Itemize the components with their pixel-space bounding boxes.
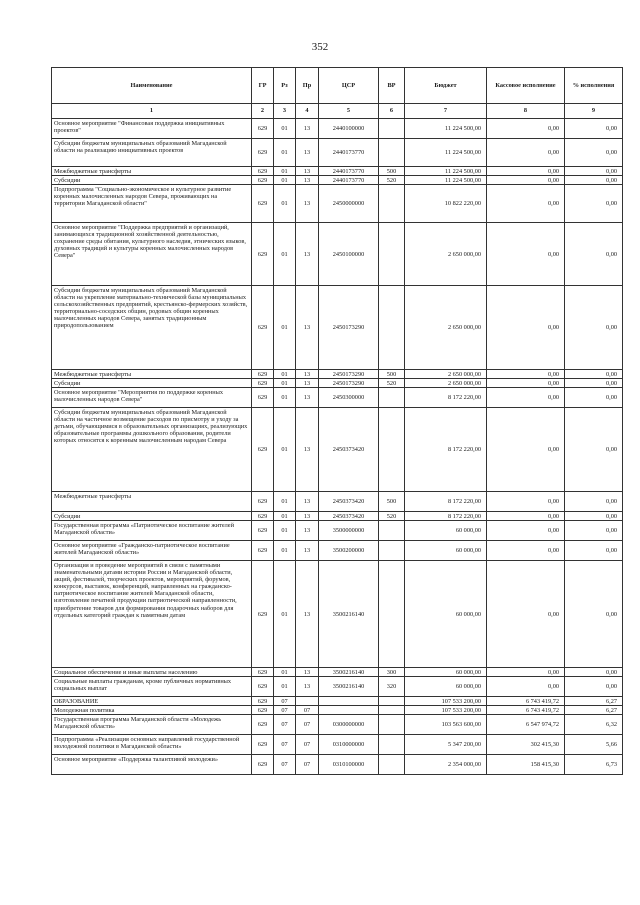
row-gr: 629 xyxy=(252,697,274,706)
row-rz: 01 xyxy=(274,408,296,492)
row-rz: 01 xyxy=(274,561,296,668)
row-rz: 07 xyxy=(274,715,296,735)
row-gr: 629 xyxy=(252,512,274,521)
row-gr: 629 xyxy=(252,735,274,755)
row-kassa: 0,00 xyxy=(487,512,565,521)
budget-table xyxy=(51,67,623,775)
row-name: Основное мероприятие "Финансовая поддержка инициативных проектов" xyxy=(52,119,252,139)
row-vr: 500 xyxy=(379,492,405,512)
row-csr: 2450000000 xyxy=(319,185,379,223)
row-kassa: 0,00 xyxy=(487,521,565,541)
row-rz: 01 xyxy=(274,167,296,176)
row-name: Государственная программа «Патриотическое воспитание жителей Магаданской области» xyxy=(52,521,252,541)
row-vr xyxy=(379,408,405,492)
row-csr: 2450173290 xyxy=(319,370,379,379)
row-csr: 3500216140 xyxy=(319,668,379,677)
row-budget: 11 224 500,00 xyxy=(405,176,487,185)
row-vr: 520 xyxy=(379,176,405,185)
row-kassa: 0,00 xyxy=(487,286,565,370)
row-name: Социальные выплаты гражданам, кроме публичных нормативных социальных выплат xyxy=(52,677,252,697)
row-pr: 13 xyxy=(296,408,319,492)
row-pr: 07 xyxy=(296,735,319,755)
header-csr: ЦСР xyxy=(319,68,379,104)
colnum: 5 xyxy=(319,104,379,119)
row-pr: 13 xyxy=(296,388,319,408)
row-csr: 3500000000 xyxy=(319,521,379,541)
row-kassa: 0,00 xyxy=(487,223,565,286)
row-kassa: 0,00 xyxy=(487,370,565,379)
colnum: 3 xyxy=(274,104,296,119)
table-row xyxy=(52,167,623,176)
row-budget: 8 172 220,00 xyxy=(405,388,487,408)
row-budget: 2 650 000,00 xyxy=(405,223,487,286)
row-vr xyxy=(379,119,405,139)
column-number-row xyxy=(52,104,623,119)
row-rz: 01 xyxy=(274,492,296,512)
row-kassa: 158 415,30 xyxy=(487,755,565,775)
row-budget: 8 172 220,00 xyxy=(405,492,487,512)
row-pct: 6,27 xyxy=(565,706,623,715)
table-header-row xyxy=(52,68,623,104)
row-rz: 01 xyxy=(274,286,296,370)
row-csr: 2450173290 xyxy=(319,379,379,388)
table-row xyxy=(52,379,623,388)
header-pct: % исполнения xyxy=(565,68,623,104)
row-gr: 629 xyxy=(252,541,274,561)
table-row xyxy=(52,119,623,139)
row-budget: 2 650 000,00 xyxy=(405,370,487,379)
row-csr: 3500216140 xyxy=(319,561,379,668)
table-row xyxy=(52,286,623,370)
row-rz: 07 xyxy=(274,697,296,706)
row-csr xyxy=(319,706,379,715)
row-pct: 0,00 xyxy=(565,668,623,677)
row-kassa: 0,00 xyxy=(487,388,565,408)
row-pr: 13 xyxy=(296,370,319,379)
row-pct: 0,00 xyxy=(565,492,623,512)
row-kassa: 0,00 xyxy=(487,408,565,492)
row-vr xyxy=(379,697,405,706)
row-budget: 60 000,00 xyxy=(405,541,487,561)
row-csr: 2440100000 xyxy=(319,119,379,139)
row-kassa: 0,00 xyxy=(487,541,565,561)
row-pr: 13 xyxy=(296,379,319,388)
row-rz: 07 xyxy=(274,755,296,775)
header-kassa: Кассовое исполнение xyxy=(487,68,565,104)
row-gr: 629 xyxy=(252,119,274,139)
row-name: Межбюджетные трансферты xyxy=(52,492,252,512)
row-budget: 8 172 220,00 xyxy=(405,512,487,521)
row-pr: 13 xyxy=(296,139,319,167)
row-csr xyxy=(319,697,379,706)
table-row xyxy=(52,697,623,706)
row-name: Основное мероприятие «Гражданско-патриотическое воспитание жителей Магаданской области» xyxy=(52,541,252,561)
row-pr: 13 xyxy=(296,167,319,176)
row-pct: 0,00 xyxy=(565,139,623,167)
row-pct: 0,00 xyxy=(565,176,623,185)
row-budget: 2 650 000,00 xyxy=(405,379,487,388)
row-pct: 0,00 xyxy=(565,388,623,408)
row-budget: 60 000,00 xyxy=(405,561,487,668)
table-row xyxy=(52,388,623,408)
row-pr: 13 xyxy=(296,512,319,521)
row-rz: 07 xyxy=(274,735,296,755)
table-row xyxy=(52,755,623,775)
row-pct: 0,00 xyxy=(565,379,623,388)
row-pct: 5,66 xyxy=(565,735,623,755)
row-gr: 629 xyxy=(252,755,274,775)
row-gr: 629 xyxy=(252,176,274,185)
row-name: Основное мероприятие "Поддержка предприятий и организаций, занимающихся традиционной хозяйственной деятельностью, сохранение среды обитания, культурного наследия, этнических языков, духовных традиций и культуры коренных малочисленных народов Севера" xyxy=(52,223,252,286)
row-pr: 13 xyxy=(296,677,319,697)
row-vr: 500 xyxy=(379,370,405,379)
row-vr xyxy=(379,715,405,735)
colnum: 8 xyxy=(487,104,565,119)
header-gr: ГР xyxy=(252,68,274,104)
row-rz: 01 xyxy=(274,388,296,408)
row-name: ОБРАЗОВАНИЕ xyxy=(52,697,252,706)
row-gr: 629 xyxy=(252,408,274,492)
row-name: Межбюджетные трансферты xyxy=(52,370,252,379)
row-gr: 629 xyxy=(252,561,274,668)
row-gr: 629 xyxy=(252,286,274,370)
row-name: Молодежная политика xyxy=(52,706,252,715)
row-vr: 320 xyxy=(379,677,405,697)
row-name: Государственная программа Магаданской области «Молодежь Магаданской области» xyxy=(52,715,252,735)
table-row xyxy=(52,139,623,167)
row-csr: 2450373420 xyxy=(319,492,379,512)
row-name: Организация и проведение мероприятий в связи с памятными знаменательными датами истории России и Магаданской области, акций, фестивалей, творческих проектов, мероприятий, форумов, конкурсов, выставок, конференций, направленных на гражданско-патриотическое воспитание жителей Магаданской области, изготовление печатной продукции патриотической направленности, приобретение товаров для формирования подарочных наборов для отдельных категорий граждан к памятным датам xyxy=(52,561,252,668)
row-kassa: 6 743 419,72 xyxy=(487,706,565,715)
row-csr: 3500200000 xyxy=(319,541,379,561)
row-vr xyxy=(379,755,405,775)
row-csr: 2440173770 xyxy=(319,167,379,176)
row-gr: 629 xyxy=(252,185,274,223)
row-pct: 0,00 xyxy=(565,286,623,370)
row-kassa: 302 415,30 xyxy=(487,735,565,755)
row-rz: 01 xyxy=(274,119,296,139)
row-rz: 01 xyxy=(274,139,296,167)
table-row xyxy=(52,735,623,755)
row-pr: 13 xyxy=(296,541,319,561)
header-name: Наименование xyxy=(52,68,252,104)
row-budget: 10 822 220,00 xyxy=(405,185,487,223)
row-csr: 3500216140 xyxy=(319,677,379,697)
row-gr: 629 xyxy=(252,715,274,735)
row-pr: 13 xyxy=(296,176,319,185)
row-vr xyxy=(379,735,405,755)
table-row xyxy=(52,668,623,677)
row-pct: 0,00 xyxy=(565,561,623,668)
row-pr: 13 xyxy=(296,561,319,668)
table-row xyxy=(52,185,623,223)
row-gr: 629 xyxy=(252,706,274,715)
row-csr: 0310000000 xyxy=(319,735,379,755)
row-rz: 01 xyxy=(274,370,296,379)
row-kassa: 0,00 xyxy=(487,561,565,668)
row-name: Основное мероприятие «Поддержка талантливой молодежи» xyxy=(52,755,252,775)
row-kassa: 0,00 xyxy=(487,176,565,185)
row-name: Подпрограмма «Реализация основных направлений государственной молодежной политики в Магаданской области» xyxy=(52,735,252,755)
row-pr xyxy=(296,697,319,706)
row-name: Подпрограмма "Социально-экономическое и культурное развитие коренных малочисленных народов Севера, проживающих на территории Магаданской области" xyxy=(52,185,252,223)
row-name: Межбюджетные трансферты xyxy=(52,167,252,176)
row-gr: 629 xyxy=(252,223,274,286)
row-name: Субсидии xyxy=(52,379,252,388)
row-vr: 520 xyxy=(379,512,405,521)
row-pr: 13 xyxy=(296,521,319,541)
row-kassa: 0,00 xyxy=(487,379,565,388)
row-name: Субсидии xyxy=(52,176,252,185)
row-csr: 2450300000 xyxy=(319,388,379,408)
row-budget: 11 224 500,00 xyxy=(405,119,487,139)
header-budget: Бюджет xyxy=(405,68,487,104)
row-kassa: 0,00 xyxy=(487,185,565,223)
row-name: Субсидии бюджетам муниципальных образований Магаданской области на реализацию инициативных проектов xyxy=(52,139,252,167)
row-pr: 13 xyxy=(296,223,319,286)
row-budget: 11 224 500,00 xyxy=(405,139,487,167)
table-row xyxy=(52,512,623,521)
row-pct: 0,00 xyxy=(565,677,623,697)
row-pct: 6,32 xyxy=(565,715,623,735)
row-rz: 01 xyxy=(274,379,296,388)
row-budget: 11 224 500,00 xyxy=(405,167,487,176)
table-row xyxy=(52,715,623,735)
row-vr xyxy=(379,541,405,561)
row-gr: 629 xyxy=(252,388,274,408)
colnum: 7 xyxy=(405,104,487,119)
row-kassa: 0,00 xyxy=(487,119,565,139)
row-vr xyxy=(379,286,405,370)
row-name: Социальное обеспечение и иные выплаты населению xyxy=(52,668,252,677)
row-pr: 13 xyxy=(296,492,319,512)
row-vr xyxy=(379,139,405,167)
colnum: 9 xyxy=(565,104,623,119)
row-pct: 0,00 xyxy=(565,521,623,541)
row-rz: 01 xyxy=(274,176,296,185)
row-gr: 629 xyxy=(252,677,274,697)
row-pr: 13 xyxy=(296,668,319,677)
table-row xyxy=(52,223,623,286)
row-pct: 0,00 xyxy=(565,185,623,223)
row-budget: 103 563 600,00 xyxy=(405,715,487,735)
row-gr: 629 xyxy=(252,492,274,512)
row-name: Субсидии бюджетам муниципальных образований Магаданской области на частичное возмещение расходов по присмотру и уходу за детьми, обучающимися в образовательных организациях, реализующих образовательные программы дошкольного образования, родители которых относятся к коренным малочисленным народам Севера xyxy=(52,408,252,492)
row-csr: 0300000000 xyxy=(319,715,379,735)
row-gr: 629 xyxy=(252,139,274,167)
row-budget: 8 172 220,00 xyxy=(405,408,487,492)
row-pct: 6,27 xyxy=(565,697,623,706)
colnum: 4 xyxy=(296,104,319,119)
row-vr xyxy=(379,185,405,223)
row-pct: 0,00 xyxy=(565,370,623,379)
table-row xyxy=(52,561,623,668)
row-vr xyxy=(379,388,405,408)
row-budget: 107 533 200,00 xyxy=(405,706,487,715)
table-row xyxy=(52,408,623,492)
row-rz: 01 xyxy=(274,223,296,286)
colnum: 2 xyxy=(252,104,274,119)
row-kassa: 0,00 xyxy=(487,492,565,512)
row-gr: 629 xyxy=(252,167,274,176)
row-gr: 629 xyxy=(252,370,274,379)
table-row xyxy=(52,370,623,379)
row-csr: 2450100000 xyxy=(319,223,379,286)
row-pr: 07 xyxy=(296,706,319,715)
header-vr: ВР xyxy=(379,68,405,104)
row-rz: 01 xyxy=(274,677,296,697)
row-pct: 0,00 xyxy=(565,408,623,492)
header-rz: Рз xyxy=(274,68,296,104)
row-kassa: 0,00 xyxy=(487,677,565,697)
row-pct: 0,00 xyxy=(565,541,623,561)
row-vr xyxy=(379,521,405,541)
table-row xyxy=(52,521,623,541)
row-kassa: 0,00 xyxy=(487,668,565,677)
row-rz: 01 xyxy=(274,541,296,561)
row-rz: 01 xyxy=(274,521,296,541)
row-gr: 629 xyxy=(252,379,274,388)
row-kassa: 0,00 xyxy=(487,167,565,176)
row-budget: 107 533 200,00 xyxy=(405,697,487,706)
row-budget: 2 354 000,00 xyxy=(405,755,487,775)
row-pct: 0,00 xyxy=(565,167,623,176)
row-rz: 01 xyxy=(274,668,296,677)
row-name: Субсидии бюджетам муниципальных образований Магаданской области на укрепление материально-технической базы муниципальных сельскохозяйственных предприятий, крестьянско-фермерских хозяйств, территориально-соседских общин, родовых общин коренных малочисленных народов Севера, занятых традиционным природопользованием xyxy=(52,286,252,370)
row-gr: 629 xyxy=(252,521,274,541)
row-rz: 01 xyxy=(274,512,296,521)
row-pr: 13 xyxy=(296,119,319,139)
header-pr: Пр xyxy=(296,68,319,104)
row-kassa: 6 743 419,72 xyxy=(487,697,565,706)
row-budget: 60 000,00 xyxy=(405,521,487,541)
row-name: Субсидии xyxy=(52,512,252,521)
row-name: Основное мероприятие "Мероприятия по поддержке коренных малочисленных народов Севера" xyxy=(52,388,252,408)
table-row xyxy=(52,492,623,512)
row-rz: 01 xyxy=(274,185,296,223)
row-pct: 6,73 xyxy=(565,755,623,775)
row-csr: 2440173770 xyxy=(319,139,379,167)
row-pct: 0,00 xyxy=(565,119,623,139)
row-csr: 0310100000 xyxy=(319,755,379,775)
row-pct: 0,00 xyxy=(565,512,623,521)
row-kassa: 6 547 974,72 xyxy=(487,715,565,735)
row-pct: 0,00 xyxy=(565,223,623,286)
row-vr: 500 xyxy=(379,167,405,176)
row-rz: 07 xyxy=(274,706,296,715)
table-row xyxy=(52,176,623,185)
row-pr: 13 xyxy=(296,286,319,370)
row-pr: 13 xyxy=(296,185,319,223)
row-gr: 629 xyxy=(252,668,274,677)
row-csr: 2450173290 xyxy=(319,286,379,370)
row-pr: 07 xyxy=(296,715,319,735)
row-vr xyxy=(379,223,405,286)
row-kassa: 0,00 xyxy=(487,139,565,167)
row-budget: 60 000,00 xyxy=(405,668,487,677)
row-csr: 2440173770 xyxy=(319,176,379,185)
row-vr: 300 xyxy=(379,668,405,677)
row-budget: 5 347 200,00 xyxy=(405,735,487,755)
row-vr xyxy=(379,561,405,668)
row-budget: 2 650 000,00 xyxy=(405,286,487,370)
row-csr: 2450373420 xyxy=(319,408,379,492)
table-row xyxy=(52,706,623,715)
row-budget: 60 000,00 xyxy=(405,677,487,697)
page-number: 352 xyxy=(311,41,329,53)
row-vr xyxy=(379,706,405,715)
row-vr: 520 xyxy=(379,379,405,388)
row-csr: 2450373420 xyxy=(319,512,379,521)
colnum: 6 xyxy=(379,104,405,119)
colnum: 1 xyxy=(52,104,252,119)
row-pr: 07 xyxy=(296,755,319,775)
table-row xyxy=(52,677,623,697)
table-row xyxy=(52,541,623,561)
